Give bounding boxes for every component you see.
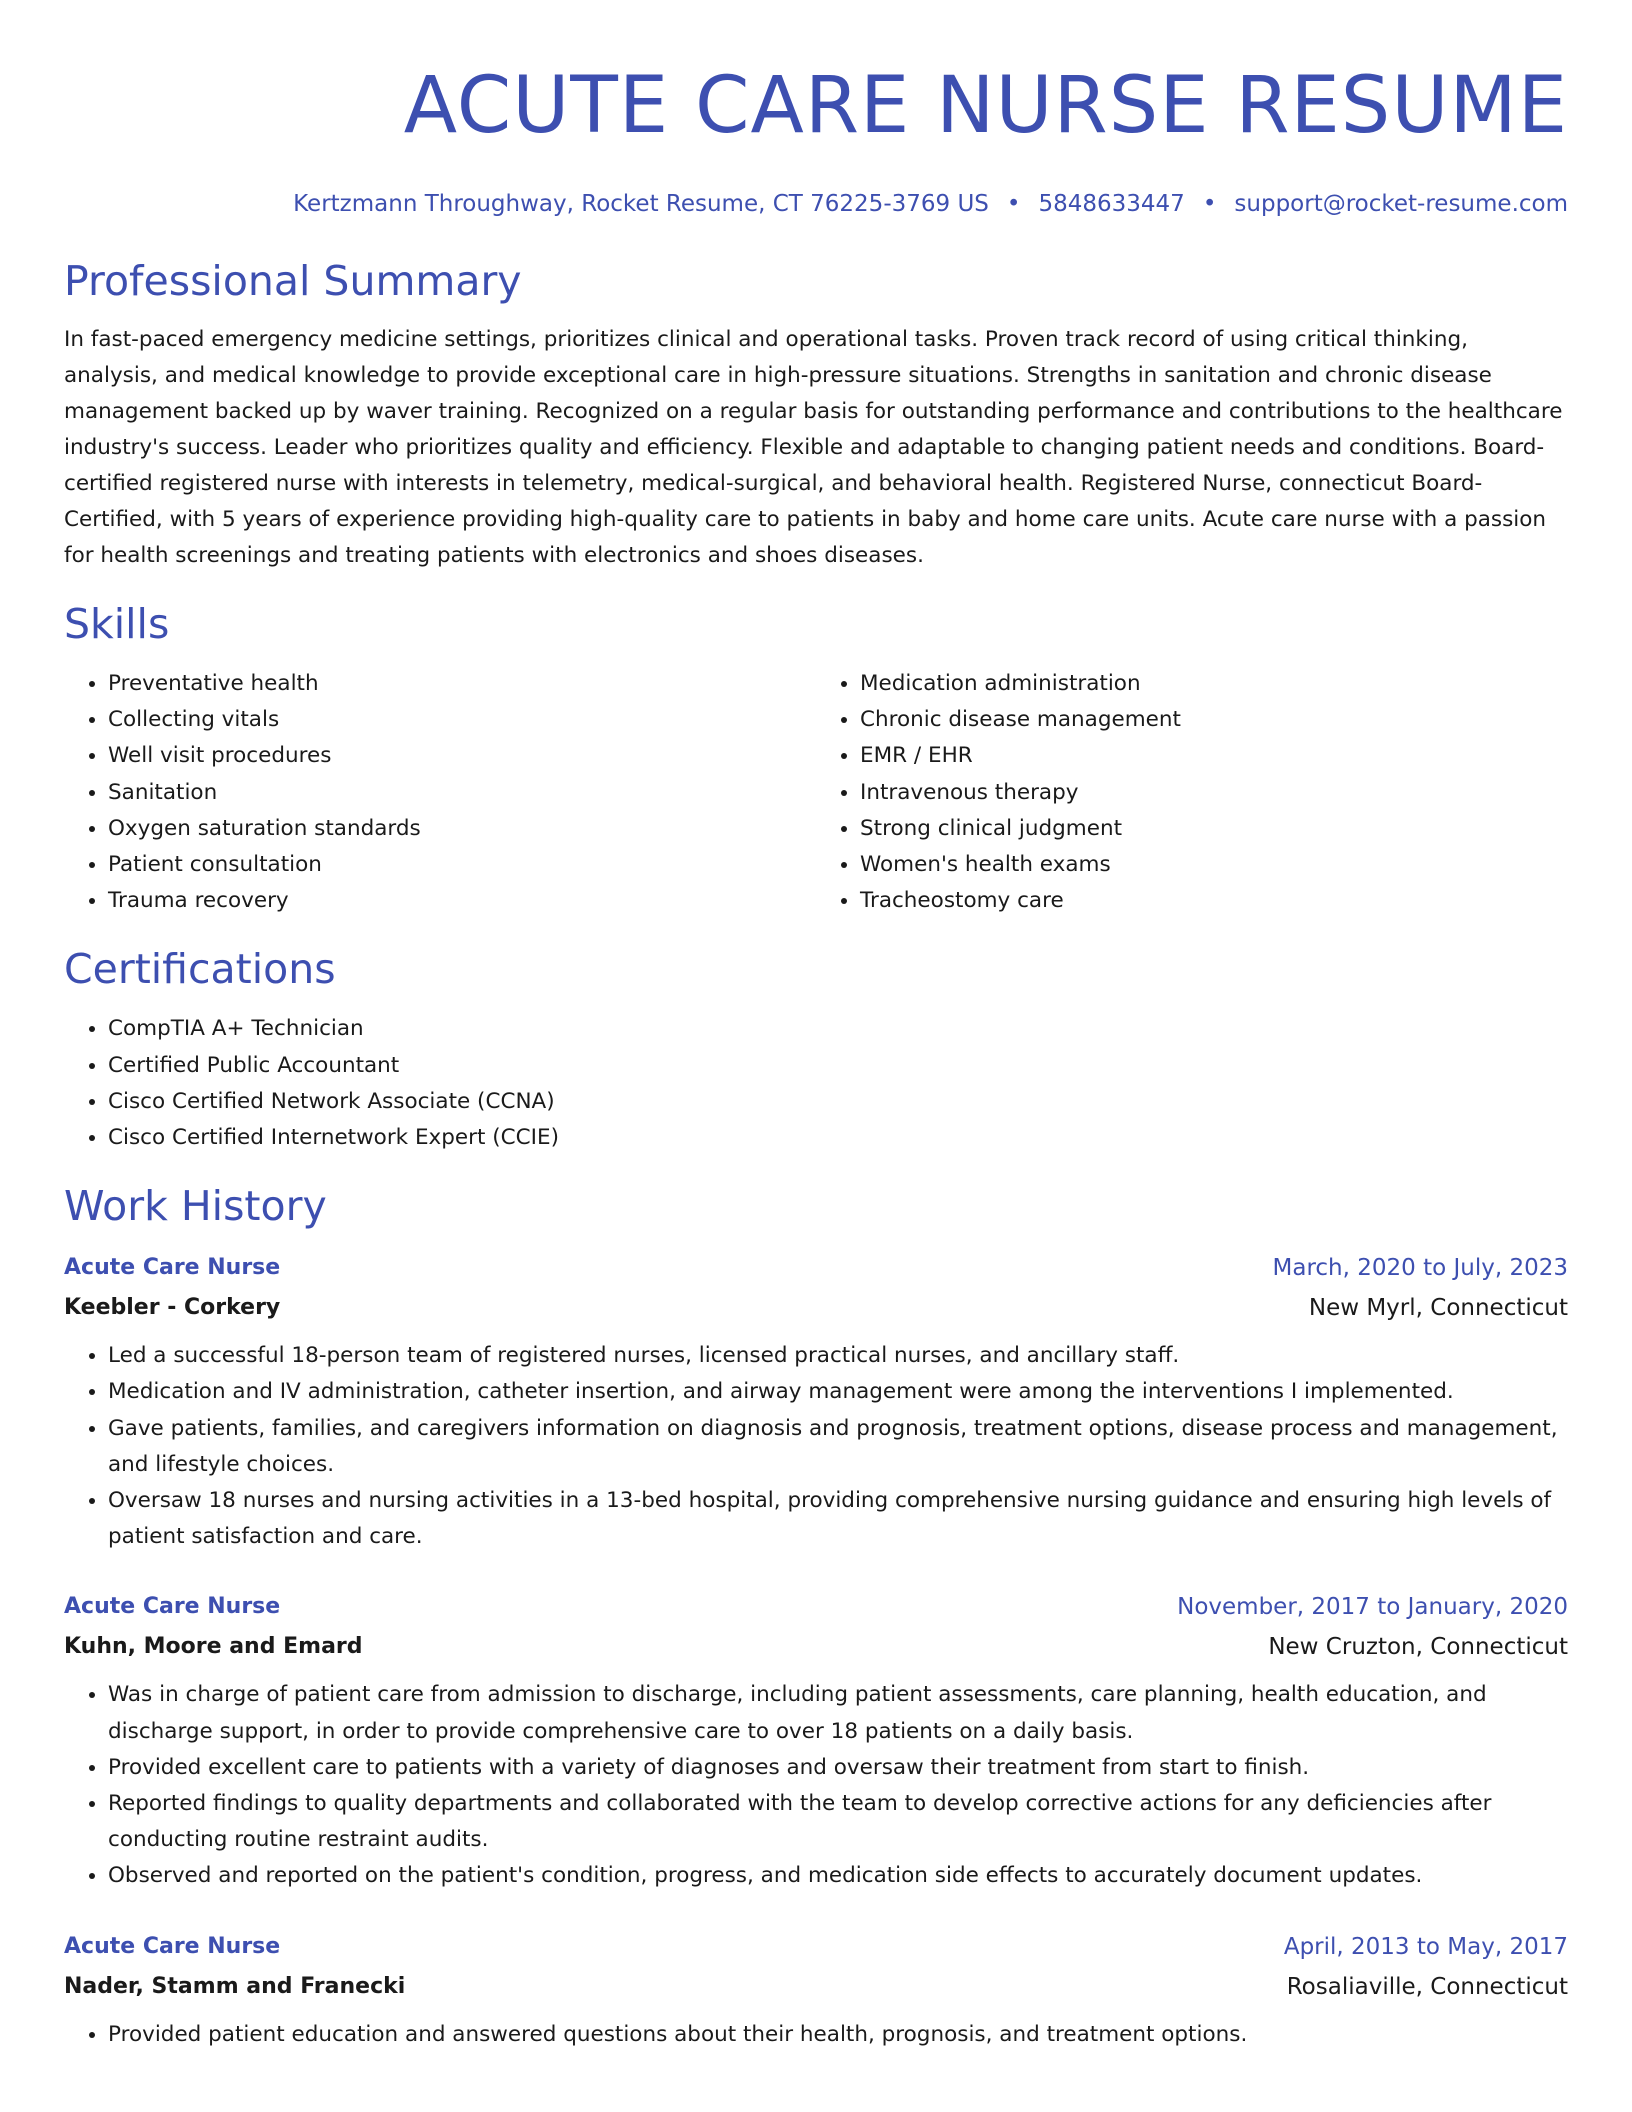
job-company: Keebler - Corkery	[64, 1295, 281, 1321]
job-dates: November, 2017 to January, 2020	[1177, 1594, 1568, 1621]
skills-column-right	[816, 666, 1568, 919]
job-entry	[64, 1927, 1568, 2053]
job-entry	[64, 1587, 1568, 1894]
skill-item: • Intravenous therapy	[860, 775, 1568, 811]
job-company: Nader, Stamm and Franecki	[64, 1973, 406, 1999]
job-bullets	[64, 1338, 1568, 1555]
address-text: Kertzmann Throughway, Rocket Resume, CT 76225-3769 US	[293, 191, 989, 217]
job-entry	[64, 1248, 1568, 1555]
job-bullet: • Led a successful 18-person team of registered nurses, licensed practical nurses, and ancillary staff.	[108, 1338, 1568, 1374]
job-title: Acute Care Nurse	[64, 1594, 281, 1620]
skill-item: • Well visit procedures	[108, 738, 816, 774]
skill-item: • Medication administration	[860, 666, 1568, 702]
skill-item: • Trauma recovery	[108, 883, 816, 919]
job-bullets	[64, 1677, 1568, 1894]
job-location: Rosaliaville, Connecticut	[1286, 1973, 1568, 2000]
separator-dot: •	[1006, 191, 1021, 217]
contact-line	[64, 189, 1568, 219]
email-link[interactable]: support@rocket-resume.com	[1234, 191, 1568, 217]
resume-page	[64, 0, 1568, 2053]
job-bullet: • Gave patients, families, and caregivers information on diagnosis and prognosis, treatment options, disease process and management, and lifestyle choices.	[108, 1411, 1568, 1483]
job-location: New Myrl, Connecticut	[1308, 1295, 1568, 1322]
job-company: Kuhn, Moore and Emard	[64, 1634, 363, 1660]
work-history-heading: Work History	[64, 1182, 327, 1231]
skill-item: • Sanitation	[108, 775, 816, 811]
skills-list	[64, 666, 1568, 919]
job-header	[64, 1248, 1568, 1288]
job-subheader	[64, 1967, 1568, 2007]
skill-item: • Collecting vitals	[108, 702, 816, 738]
summary-heading: Professional Summary	[64, 257, 522, 305]
job-subheader	[64, 1627, 1568, 1667]
job-header	[64, 1587, 1568, 1627]
separator-dot: •	[1202, 191, 1217, 217]
job-header	[64, 1927, 1568, 1967]
job-bullet: • Was in charge of patient care from admission to discharge, including patient assessments, care planning, health education, and discharge support, in order to provide comprehensive care to over 18 patients on a daily basis.	[108, 1677, 1568, 1749]
certification-item: • CompTIA A+ Technician	[108, 1011, 1568, 1047]
job-title: Acute Care Nurse	[64, 1255, 281, 1281]
job-bullet: • Provided excellent care to patients with a variety of diagnoses and oversaw their treatment from start to finish.	[108, 1750, 1568, 1786]
job-bullet: • Provided patient education and answered questions about their health, prognosis, and treatment options.	[108, 2017, 1568, 2053]
skill-item: • Women's health exams	[860, 847, 1568, 883]
job-location: New Cruzton, Connecticut	[1268, 1634, 1568, 1661]
job-dates: April, 2013 to May, 2017	[1283, 1933, 1568, 1960]
skills-heading: Skills	[64, 600, 170, 648]
job-dates: March, 2020 to July, 2023	[1272, 1255, 1568, 1282]
skill-item: • Oxygen saturation standards	[108, 811, 816, 847]
skill-item: • EMR / EHR	[860, 738, 1568, 774]
skill-item: • Preventative health	[108, 666, 816, 702]
job-bullet: • Observed and reported on the patient's condition, progress, and medication side effects to accurately document updates.	[108, 1858, 1568, 1894]
certification-item: • Cisco Certified Internetwork Expert (CCIE)	[108, 1120, 1568, 1156]
certifications-list	[64, 1011, 1568, 1156]
certification-item: • Cisco Certified Network Associate (CCNA)	[108, 1084, 1568, 1120]
certifications-heading: Certifications	[64, 945, 336, 994]
skills-column-left	[64, 666, 816, 919]
skill-item: • Patient consultation	[108, 847, 816, 883]
resume-title: ACUTE CARE NURSE RESUME	[403, 61, 1568, 151]
job-bullet: • Oversaw 18 nurses and nursing activities in a 13-bed hospital, providing comprehensive nursing guidance and ensuring high levels of patient satisfaction and care.	[108, 1483, 1568, 1555]
job-bullet: • Medication and IV administration, catheter insertion, and airway management were among the interventions I implemented.	[108, 1374, 1568, 1410]
job-bullets	[64, 2017, 1568, 2053]
skill-item: • Chronic disease management	[860, 702, 1568, 738]
skill-item: • Tracheostomy care	[860, 883, 1568, 919]
summary-text: In fast-paced emergency medicine settings, prioritizes clinical and operational tasks. Proven track record of using critical thinking, analysis, and medical knowledge to provide exceptional care in high-pressure situations. Strengths in sanitation and chronic disease management backed up by waver training. Recognized on a regular basis for outstanding performance and contributions to the healthcare industry's success. Leader who prioritizes quality and efficiency. Flexible and adaptable to changing patient needs and conditions. Board-certified registered nurse with interests in telemetry, medical-surgical, and behavioral health. Registered Nurse, connecticut Board-Certified, with 5 years of experience providing high-quality care to patients in baby and home care units. Acute care nurse with a passion for health screenings and treating patients with electronics and shoes diseases.	[64, 327, 1563, 568]
job-title: Acute Care Nurse	[64, 1933, 281, 1959]
skill-item: • Strong clinical judgment	[860, 811, 1568, 847]
job-bullet: • Reported findings to quality departments and collaborated with the team to develop corrective actions for any deficiencies after conducting routine restraint audits.	[108, 1786, 1568, 1858]
job-subheader	[64, 1288, 1568, 1328]
certification-item: • Certified Public Accountant	[108, 1048, 1568, 1084]
phone-text: 5848633447	[1038, 191, 1185, 217]
